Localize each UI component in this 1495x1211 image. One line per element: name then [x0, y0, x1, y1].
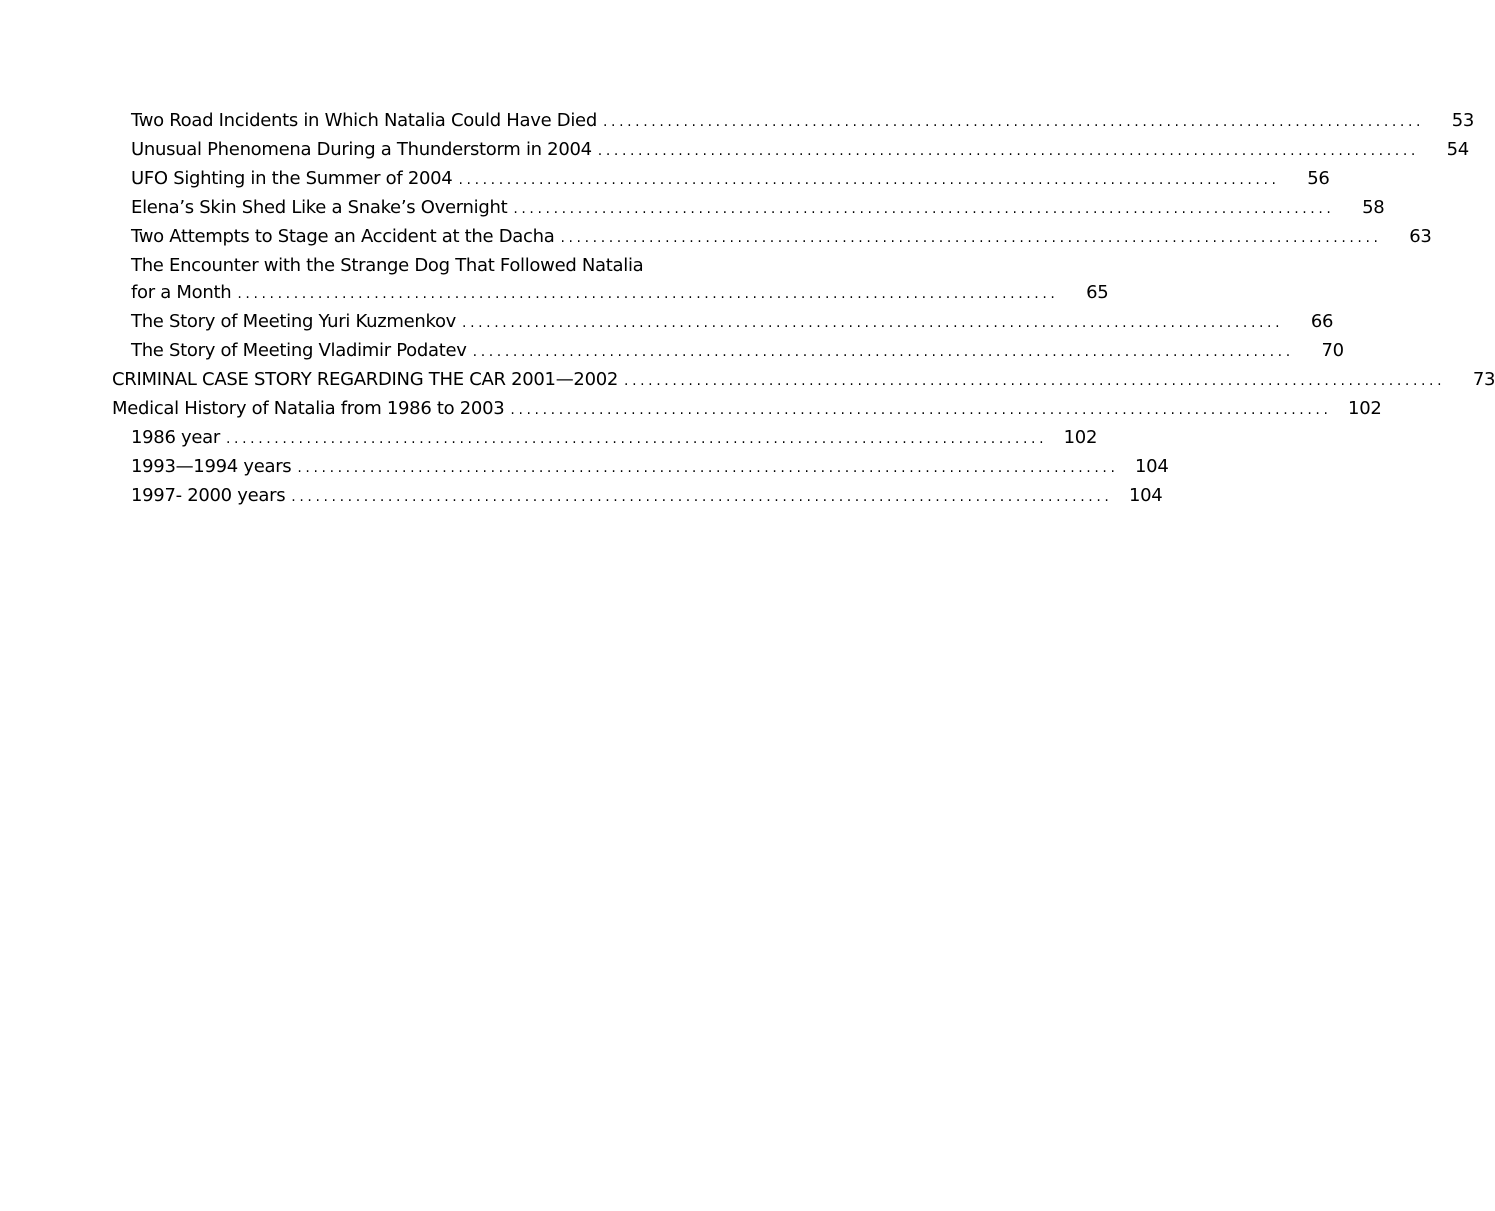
toc-entry-title: Two Attempts to Stage an Accident at the Dacha [131, 226, 555, 247]
dot-leader: ...................................................................................................... [237, 286, 1059, 302]
toc-entry-page: 102 [1348, 398, 1382, 419]
toc-entry-page: 70 [1321, 340, 1344, 361]
dot-leader: ...................................................................................................... [624, 373, 1446, 389]
dot-leader: ...................................................................................................... [291, 489, 1113, 505]
toc-entry-title: Two Road Incidents in Which Natalia Could Have Died [131, 110, 597, 131]
toc-entry-page: 104 [1135, 456, 1169, 477]
toc-entry[interactable] [112, 308, 1334, 337]
toc-entry[interactable] [112, 165, 1330, 194]
toc-entry-title: The Story of Meeting Yuri Kuzmenkov [131, 311, 457, 332]
dot-leader: ...................................................................................................... [513, 201, 1335, 217]
toc-entry[interactable] [112, 136, 1469, 165]
toc-entry-title: 1986 year [131, 427, 220, 448]
toc-entry-title: UFO Sighting in the Summer of 2004 [131, 168, 453, 189]
toc-entry-title: CRIMINAL CASE STORY REGARDING THE CAR 2001—2002 [112, 369, 619, 390]
toc-entry[interactable] [112, 453, 1169, 482]
dot-leader: ...................................................................................................... [462, 315, 1284, 331]
toc-entry-title: Unusual Phenomena During a Thunderstorm in 2004 [131, 139, 592, 160]
dot-leader: ...................................................................................................... [597, 143, 1419, 159]
toc-entry-page: 66 [1310, 311, 1334, 332]
table-of-contents [112, 107, 1495, 511]
toc-entry-page: 58 [1362, 197, 1385, 218]
toc-entry-page: 53 [1451, 110, 1475, 131]
toc-entry-title: Medical History of Natalia from 1986 to 2003 [112, 398, 505, 419]
toc-entry-title: Elena’s Skin Shed Like a Snake’s Overnight [131, 197, 508, 218]
dot-leader: ...................................................................................................... [226, 431, 1048, 447]
dot-leader: ...................................................................................................... [510, 402, 1332, 418]
toc-entry-title: The Story of Meeting Vladimir Podatev [131, 340, 467, 361]
toc-entry-title: 1997- 2000 years [131, 485, 286, 506]
toc-entry-title: 1993—1994 years [131, 456, 292, 477]
toc-entry[interactable] [112, 252, 1109, 308]
dot-leader: ...................................................................................................... [458, 172, 1280, 188]
toc-entry-page: 56 [1307, 168, 1330, 189]
toc-entry-title-line1: The Encounter with the Strange Dog That Followed Natalia [131, 255, 644, 276]
dot-leader: ...................................................................................................... [560, 230, 1382, 246]
dot-leader: ...................................................................................................... [297, 460, 1119, 476]
toc-entry-page: 73 [1472, 369, 1495, 390]
toc-entry[interactable] [112, 194, 1385, 223]
dot-leader: ...................................................................................................... [602, 114, 1425, 130]
toc-entry[interactable] [112, 395, 1382, 424]
toc-entry-page: 63 [1409, 226, 1432, 247]
toc-entry[interactable] [112, 223, 1432, 252]
toc-entry[interactable] [112, 482, 1163, 511]
toc-entry[interactable] [112, 366, 1495, 395]
toc-entry-page: 102 [1063, 427, 1098, 448]
toc-entry-page: 65 [1086, 282, 1109, 303]
toc-entry[interactable] [112, 107, 1475, 136]
toc-entry-title-line2: for a Month [131, 282, 232, 303]
dot-leader: ...................................................................................................... [472, 344, 1294, 360]
toc-entry-page: 54 [1446, 139, 1469, 160]
toc-entry[interactable] [112, 337, 1344, 366]
toc-entry-page: 104 [1128, 485, 1163, 506]
toc-entry[interactable] [112, 424, 1098, 453]
